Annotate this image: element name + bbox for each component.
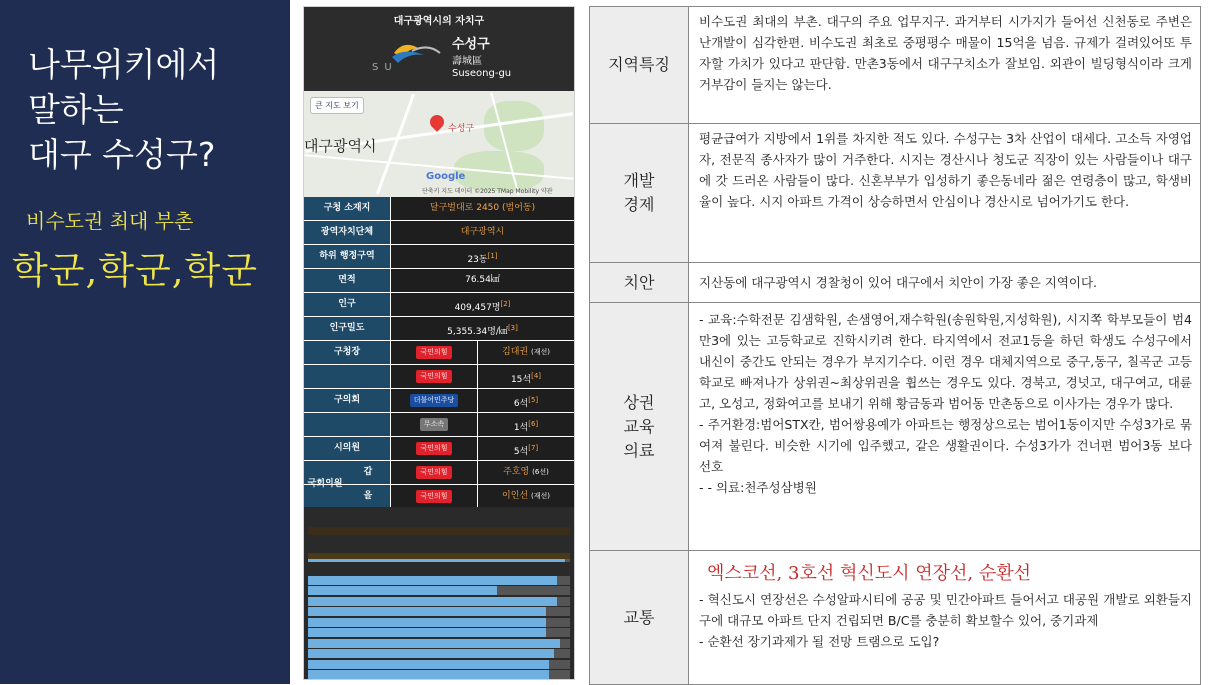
row-description: 평균급여가 지방에서 1위를 차지한 적도 있다. 수성구는 3차 산업이 대세다. 고소득 자영업자, 전문직 종사자가 많이 거주한다. 시지는 경산시나 청도군 직장이 있는 사람들이나 대구에 갓 드러온 사람들이 많다. 신혼부부가 입성하기 좋은동네라 젊은 연령층이 많고, 학생비율이 높다. 시지 아파트 가격이 상승하면서 안심이나 경산시로 넘어가기도 한다. xyxy=(689,124,1201,263)
row-description: 지산동에 대구광역시 경찰청이 있어 대구에서 치안이 가장 좋은 지역이다. xyxy=(689,263,1201,303)
seat-count: 6석 xyxy=(513,399,529,409)
term-note: (재선) xyxy=(530,492,550,500)
infobox-key: 면적 xyxy=(304,269,390,292)
party-badge[interactable]: 국민의힘 xyxy=(416,466,451,479)
category-line: 지역특징 xyxy=(608,55,670,74)
party-badge[interactable]: 국민의힘 xyxy=(416,490,451,503)
infobox-row-city-council xyxy=(304,437,574,461)
map-credit[interactable]: 단축키 지도 데이터 ©2025 TMap Mobility 약관 xyxy=(422,188,553,195)
list-item: - 혁신도시 연장선은 수성알파시티에 공공 및 민간아파트 들어서고 대공원 개발로 외환들지구에 대규모 아파트 단지 건립되면 B/C를 충분히 확보할수 있어, 중기과제 xyxy=(699,592,1192,628)
row-description xyxy=(689,303,1201,551)
row-description: 비수도권 최대의 부촌. 대구의 주요 업무지구. 과거부터 시가지가 들어선 신천동로 주변은 난개발이 심각한편. 비수도권 최초로 중평평수 매물이 15억을 넘음. 규제가 걸려있어또 투자할 가치가 있다고 판단함. 만촌3동에서 대구구치소가 잘보임. 외관이 빌딩형식이라 크게 거부감이 들지는 않는다. xyxy=(689,7,1201,124)
infobox-key: 구청장 xyxy=(304,341,390,364)
footnote-link[interactable]: [7] xyxy=(528,444,539,452)
slide-subtitle: 비수도권 최대 부촌 xyxy=(26,209,194,233)
row-category xyxy=(590,551,689,685)
infobox-row-mayor xyxy=(304,341,574,365)
table-row xyxy=(590,303,1201,551)
term-note: (재선) xyxy=(530,348,550,356)
seat-cell xyxy=(478,413,574,436)
council-party-row xyxy=(304,413,574,437)
slide-title xyxy=(28,42,219,177)
row-category xyxy=(590,263,689,303)
infobox-key: 시의원 xyxy=(304,437,390,460)
population-bar xyxy=(308,607,546,616)
party-badge[interactable]: 무소속 xyxy=(420,418,448,431)
party-cell xyxy=(391,413,477,436)
footnote-link[interactable]: [6] xyxy=(528,420,539,428)
district-logo-text: SU xyxy=(372,62,398,73)
footnote-link[interactable]: [5] xyxy=(528,396,539,404)
district-logo-icon xyxy=(364,35,444,85)
district-name-en: Suseong-gu xyxy=(452,68,512,79)
infobox-row xyxy=(304,293,574,317)
infobox-row xyxy=(304,197,574,221)
infobox-table xyxy=(304,197,574,509)
party-cell xyxy=(391,485,477,508)
infobox-value-text: 23동 xyxy=(467,255,488,265)
seat-count: 15석 xyxy=(510,375,532,385)
population-bar xyxy=(308,649,554,658)
infobox-value: 76.54㎢ xyxy=(391,269,574,292)
infobox-key: 구의회 xyxy=(304,365,390,436)
person-cell xyxy=(478,485,574,508)
infobox-key: 인구 xyxy=(304,293,390,316)
infobox-value-text: 409,457명 xyxy=(454,303,501,313)
description-list xyxy=(699,309,1192,498)
seat-count: 1석 xyxy=(513,423,529,433)
category-line: 치안 xyxy=(623,272,655,292)
council-party-row xyxy=(304,365,574,389)
footnote-link[interactable]: [4] xyxy=(531,372,542,380)
person-cell xyxy=(478,461,574,484)
party-badge[interactable]: 국민의힘 xyxy=(416,370,451,383)
infobox-key: 하위 행정구역 xyxy=(304,245,390,268)
infobox-key: 구청 소재지 xyxy=(304,197,390,220)
category-line: 상권 xyxy=(623,392,655,412)
party-cell xyxy=(391,389,477,412)
large-map-button[interactable]: 큰 지도 보기 xyxy=(310,97,364,114)
infobox-row xyxy=(304,269,574,293)
location-map[interactable] xyxy=(304,91,574,197)
infobox-row xyxy=(304,221,574,245)
person-name[interactable]: 이인선 xyxy=(502,491,529,501)
table-row xyxy=(590,7,1201,124)
national-assembly-block xyxy=(304,461,574,509)
infobox-value xyxy=(391,245,574,268)
person-name[interactable]: 김대권 xyxy=(502,347,529,357)
district-name-ko: 수성구 xyxy=(452,37,490,52)
population-bar xyxy=(308,660,549,669)
party-badge[interactable]: 더불어민주당 xyxy=(410,394,459,407)
row-category xyxy=(590,303,689,551)
population-bar xyxy=(308,576,557,585)
transport-heading: 엑스코선, 3호선 혁신도시 연장선, 순환선 xyxy=(707,563,1031,584)
left-title-panel xyxy=(0,0,290,684)
category-line: 경제 xyxy=(623,195,655,214)
seat-cell xyxy=(478,365,574,388)
slide-title-line: 대구 수성구? xyxy=(28,135,216,174)
council-party-row xyxy=(304,389,574,413)
row-description xyxy=(689,551,1201,685)
slide-title-line: 말하는 xyxy=(28,90,124,129)
category-line: 개발 xyxy=(623,171,655,190)
category-line: 의료 xyxy=(623,440,655,460)
infobox-value xyxy=(391,317,574,340)
map-city-label: 대구광역시 xyxy=(304,137,377,155)
row-category xyxy=(590,7,689,124)
party-badge[interactable]: 국민의힘 xyxy=(416,346,451,359)
party-cell xyxy=(391,365,477,388)
infobox-header xyxy=(304,7,574,91)
table-row xyxy=(590,551,1201,685)
person-cell xyxy=(478,341,574,364)
slide-highlight: 학군,학군,학군 xyxy=(12,249,258,292)
population-bar xyxy=(308,618,546,627)
row-category xyxy=(590,124,689,263)
infobox-row xyxy=(304,317,574,341)
person-name[interactable]: 주호영 xyxy=(503,467,530,477)
infobox-key: 광역자치단체 xyxy=(304,221,390,244)
party-cell xyxy=(391,437,477,460)
term-note: (6선) xyxy=(532,468,549,476)
infobox-value xyxy=(391,293,574,316)
population-bar xyxy=(308,586,497,595)
description-list xyxy=(699,589,1192,652)
population-bar xyxy=(308,670,549,679)
list-item: - 순환선 장기과제가 될 전망 트램으로 도입? xyxy=(699,634,940,649)
map-road xyxy=(376,94,415,195)
party-cell xyxy=(391,341,477,364)
map-pin-label: 수성구 xyxy=(448,124,475,134)
population-chart-band xyxy=(308,527,570,535)
category-line: 교통 xyxy=(623,607,655,627)
infobox-row xyxy=(304,245,574,269)
map-pin-icon[interactable] xyxy=(427,112,447,132)
table-row xyxy=(590,124,1201,263)
list-item: - 교육:수학전문 김샘학원, 손샘영어,재수학원(송원학원,지성학원), 시지쪽 학부모들이 범4만3에 있는 고등학교로 진학시키려 한다. 타지역에서 전교1등을 하던 학생도 수성구에서 내신이 중간도 안되는 경우가 부지기수다. 이런 경우 대체지역으로 중구,동구, 칠곡군 고등학교로 빠져나가 상위권~최상위권을 휩쓰는 경우도 있다. 경북고, 경넛고, 대구여고, 대륜고, 오성고, 정화여고를 보내기 위해 황금동과 범어동 만촌동으로 이사가는 경우가 많다. xyxy=(699,312,1192,411)
party-cell xyxy=(391,461,477,484)
infobox-caption: 대구광역시의 자치구 xyxy=(393,16,485,27)
infobox-key: 국회의원 xyxy=(304,461,346,508)
list-item: - 주거환경:범어STX칸, 범어쌍용예가 아파트는 행정상으로는 범어1동이지만 수성3가로 묶여져 불린다. 비슷한 시기에 입주했고, 같은 생활권이다. 수성3가가 건너편 범어3동 보다 선호 xyxy=(699,417,1192,474)
district-feature-table xyxy=(589,6,1201,685)
population-bar xyxy=(308,597,557,606)
council-block xyxy=(304,365,574,437)
google-logo: Google xyxy=(426,171,466,182)
district-label: 을 xyxy=(346,485,390,508)
district-infobox xyxy=(303,6,575,680)
infobox-value[interactable]: 대구광역시 xyxy=(391,221,574,244)
seat-cell xyxy=(478,389,574,412)
population-bar xyxy=(308,628,546,637)
population-bar xyxy=(308,639,560,648)
population-history-chart xyxy=(304,507,574,679)
seat-count: 5석 xyxy=(513,447,529,457)
party-badge[interactable]: 국민의힘 xyxy=(416,442,451,455)
infobox-value-text: 5,355.34명/㎢ xyxy=(447,327,508,337)
footnote-link[interactable]: [1] xyxy=(487,252,498,260)
district-name-hanja: 壽城區 xyxy=(452,56,482,67)
slide-title-line: 나무위키에서 xyxy=(28,45,220,84)
infobox-value[interactable]: 달구벌대로 2450 (범어동) xyxy=(391,197,574,220)
table-row xyxy=(590,263,1201,303)
national-district-row xyxy=(304,461,574,485)
seat-cell xyxy=(478,437,574,460)
category-line: 교육 xyxy=(623,416,655,436)
footnote-link[interactable]: [2] xyxy=(500,300,511,308)
district-label: 갑 xyxy=(346,461,390,484)
footnote-link[interactable]: [3] xyxy=(507,324,518,332)
infobox-key: 인구밀도 xyxy=(304,317,390,340)
population-chart-band xyxy=(308,553,570,559)
national-district-row xyxy=(304,485,574,509)
list-item: - - 의료:천주성삼병원 xyxy=(699,480,817,495)
